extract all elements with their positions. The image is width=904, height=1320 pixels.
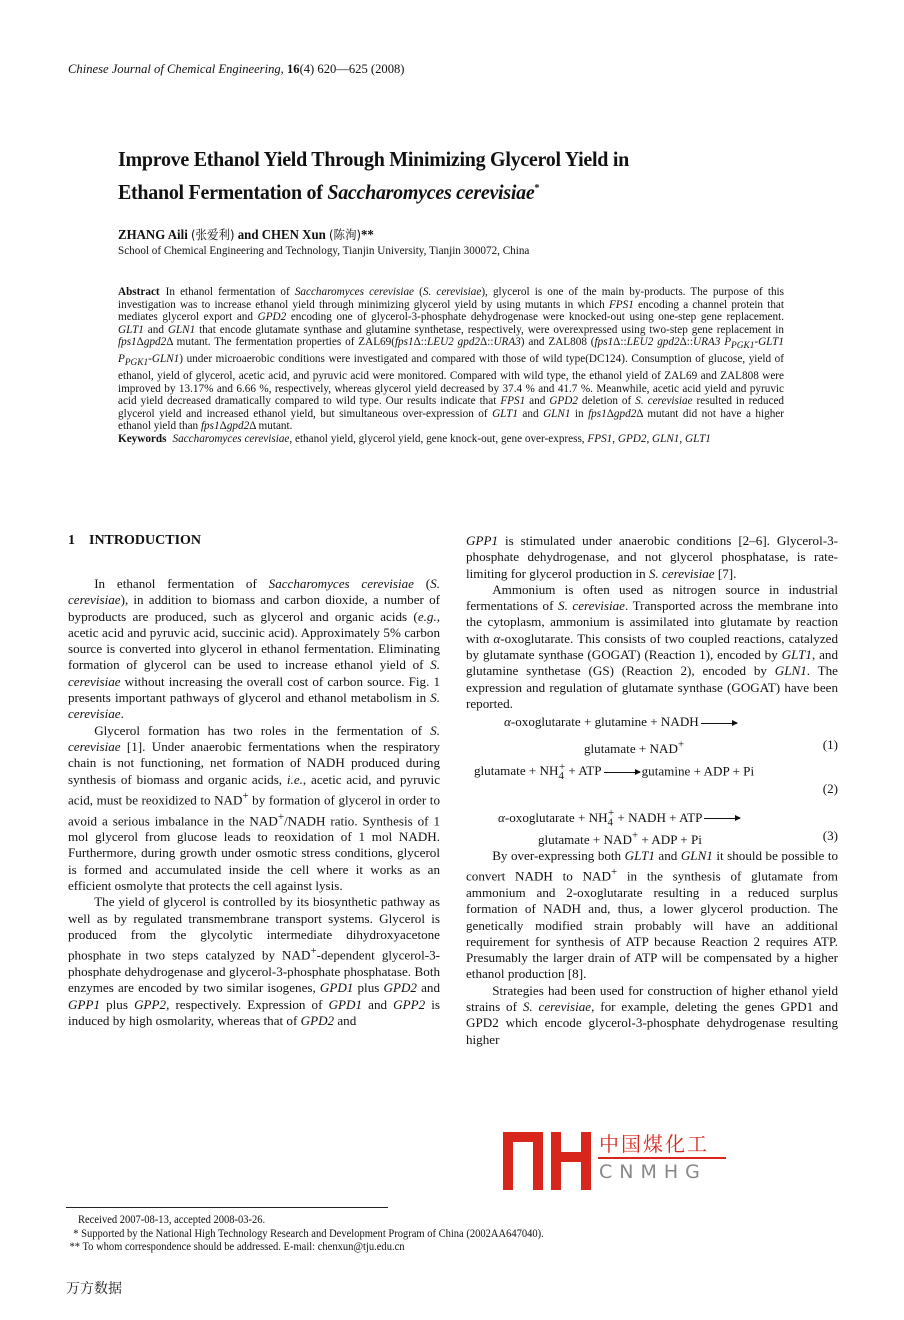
watermark-chinese-text: 中国煤化工 [599, 1132, 709, 1156]
title-line-1: Improve Ethanol Yield Through Minimizing Glycerol Yield in [118, 147, 629, 171]
intro-paragraph-2: Glycerol formation has two roles in the fermentation of S. cerevisiae [1]. Under anaerobic fermentations when the respiratory chain is not functioning, net formation of NADH produced during synthesis of biomass and organic acids, i.e., acetic acid, and pyruvic acid, must be reoxidized to NAD+ by formation of glycerol in order to avoid a serious imbalance in the NAD+/NADH ratio. Synthesis of 1 mol glycerol from glucose leads to reoxidation of 1 mol NADH. Furthermore, during growth under osmotic stress conditions, glycerol is formed and accumulated inside the cell where it works as an efficient osmolyte that protects the cell against lysis. [68, 722, 441, 894]
keywords-label: Keywords [118, 433, 167, 445]
footnote-divider [66, 1207, 388, 1208]
journal-name: Chinese Journal of Chemical Engineering [68, 62, 281, 76]
author-1-chinese: (张爱利) [191, 227, 235, 242]
equation-1-number: (1) [822, 736, 838, 752]
footnote-correspondence: ** To whom correspondence should be addressed. E-mail: chenxun@tju.edu.cn [69, 1241, 405, 1253]
reaction-arrow-icon [604, 772, 640, 773]
equation-3-rhs: glutamate + NAD+ + ADP + Pi [538, 829, 702, 848]
right-paragraph-4: Strategies had been used for construction of higher ethanol yield strains of S. cerevisiae, for example, deleting the genes GPD1 and GPD2 which encode glycerol-3-phosphate dehydrogenase resulting higher [466, 982, 839, 1047]
equation-3-number: (3) [822, 827, 838, 843]
title-footnote-mark: * [534, 182, 540, 194]
right-column [466, 533, 838, 1048]
paper-title [118, 145, 769, 207]
journal-issue-pages: (4) 620—625 (2008) [299, 62, 405, 76]
equation-3 [466, 805, 838, 848]
author-2-mark: ** [360, 228, 374, 243]
title-species: Saccharomyces cerevisiae [327, 180, 535, 205]
reaction-arrow-icon [701, 723, 737, 724]
author-2: CHEN Xun [261, 228, 326, 243]
equation-3-lhs: α-oxoglutarate + $NH_4^+$ + NADH + ATP [498, 807, 703, 829]
watermark-divider [598, 1157, 726, 1159]
cnmhg-watermark-logo [503, 1128, 728, 1190]
abstract-label: Abstract [118, 286, 160, 298]
section-title: INTRODUCTION [89, 533, 202, 548]
equation-1-lhs: α-oxoglutarate + glutamine + NADH [504, 714, 699, 730]
equation-1-rhs: glutamate + NAD+ [584, 738, 685, 756]
running-head: Chinese Journal of Chemical Engineering, 16(4) 620—625 (2008) [68, 62, 405, 76]
keywords-text: Saccharomyces cerevisiae, ethanol yield, glycerol yield, gene knock-out, gene over-express, FPS1, GPD2, GLN1, GLT1 [172, 433, 711, 445]
logo-bar [533, 1132, 543, 1190]
abstract-text: In ethanol fermentation of Saccharomyces cerevisiae (S. cerevisiae), glycerol is one of the main by-products. The purpose of this investigation was to increase ethanol yield through minimizing glycerol yield by using mutants in which FPS1 encoding a channel protein that mediates glycerol export and GPD2 encoding one of glycerol-3-phosphate dehydrogenase were knocked-out using one-step gene replacement. GLT1 and GLN1 that encode glutamate synthase and glutamine synthetase, respectively, were overexpressed using two-step gene replacement in fps1Δgpd2Δ mutant. The fermentation properties of ZAL69(fps1Δ::LEU2 gpd2Δ::URA3) and ZAL808 (fps1Δ::LEU2 gpd2Δ::URA3 $P_{PGK1}-GLT1$ $P_{PGK1}-GLN1$) under microaerobic conditions were investigated and compared with those of wild type(DC124). Consumption of glucose, yield of ethanol, yield of glycerol, acetic acid, and pyruvic acid were monitored. Compared with wild type, the ethanol yield of ZAL69 and ZAL808 were improved by 13.17% and 6.66 %, respectively, whereas glycerol yield decreased by 37.4 % and 41.7 %. Meanwhile, acetic acid yield and pyruvic acid yield decreased dramatically compared to wild type. Our results indicate that FPS1 and GPD2 deletion of S. cerevisiae resulted in reduced glycerol yield and increased ethanol yield, but simultaneous over-expression of GLT1 and GLN1 in fps1Δgpd2Δ mutant did not have a higher ethanol yield than fps1Δgpd2Δ mutant. [118, 286, 785, 433]
logo-bar [581, 1132, 591, 1190]
author-2-chinese: (陈洵) [328, 227, 361, 242]
right-paragraph-2: Ammonium is often used as nitrogen source in industrial fermentations of S. cerevisiae. Transported across the membrane into the cytoplasm, ammonium is assimilated into glutamate by reaction with α-oxoglutarate. This consists of two coupled reactions, catalyzed by glutamate synthase (GOGAT) (Reaction 1), encoded by GLT1, and glutamine synthetase (GS) (Reaction 2), encoded by GLN1. The expression and regulation of glutamate synthase (GOGAT) have been reported. [466, 581, 838, 711]
title-line-2-text: Ethanol Fermentation of [118, 180, 328, 205]
footnote-received: Received 2007-08-13, accepted 2008-03-26. [78, 1214, 266, 1226]
equation-2-rhs: gutamine + ADP + Pi [641, 763, 755, 779]
intro-paragraph-3: The yield of glycerol is controlled by its biosynthetic pathway as well as by regulated transmembrane transport systems. Glycerol is produced from the glycolytic intermediate dihydroxyacetone phosphate in two steps catalyzed by NAD+-dependent glycerol-3-phosphate dehydrogenase and glycerol-3-phosphate phosphatase. Both enzymes are encoded by two similar isogenes, GPD1 plus GPD2 and GPP1 plus GPP2, respectively. Expression of GPD1 and GPP2 is induced by high osmolarity, whereas that of GPD2 and [68, 894, 441, 1028]
equation-1 [466, 714, 838, 756]
equation-2-lhs: glutamate + $NH_4^+$ + ATP [474, 760, 602, 782]
section-heading-introduction [68, 533, 201, 549]
right-paragraph-1: GPP1 is stimulated under anaerobic conditions [2–6]. Glycerol-3-phosphate dehydrogenase, and not glycerol phosphatase, is rate-limiting for glycerol production in S. cerevisiae [7]. [466, 533, 838, 581]
journal-volume: 16 [286, 62, 300, 76]
left-column [68, 576, 440, 1029]
reaction-arrow-icon [704, 818, 740, 819]
source-watermark: 万方数据 [66, 1281, 122, 1297]
equation-2-number: (2) [822, 781, 838, 797]
author-line [118, 225, 374, 244]
watermark-latin-text: CNMHG [599, 1161, 707, 1183]
right-paragraph-3: By over-expressing both GLT1 and GLN1 it should be possible to convert NADH to NAD+ in the synthesis of glutamate from ammonium and 2-oxoglutarate resulting in a reduced surplus formation of NADH and, thus, a lower glycerol production. The genetically modified strain probably will have an additional requirement for synthesis of ATP because Reaction 2 requires ATP. Presumably the larger drain of ATP will be compensated by a higher ethanol production [8]. [466, 848, 839, 982]
abstract-paragraph [118, 286, 784, 433]
affiliation: School of Chemical Engineering and Technology, Tianjin University, Tianjin 300072, China [118, 243, 530, 257]
equation-2 [466, 759, 838, 798]
footnote-support: * Supported by the National High Technology Research and Development Program of China (2002AA647040). [73, 1227, 544, 1240]
keywords-paragraph [118, 433, 784, 446]
author-1: ZHANG Aili [118, 228, 188, 243]
section-number: 1 [68, 533, 75, 548]
intro-paragraph-1: In ethanol fermentation of Saccharomyces cerevisiae (S. cerevisiae), in addition to biomass and carbon dioxide, a number of byproducts are produced, such as glycerol and organic acids (e.g., acetic acid and pyruvic acid, succinic acid). Approximately 5% carbon source is converted into glycerol in ethanol fermentation. Eliminating formation of glycerol can be used to increase ethanol yield of S. cerevisiae without increasing the overall cost of carbon source. Fig. 1 presents important pathways of glycerol and ethanol metabolism in S. cerevisiae. [68, 576, 440, 722]
title-line-2 [118, 174, 769, 207]
author-conjunction: and [237, 228, 259, 243]
footnotes [69, 1214, 544, 1255]
abstract-block [118, 286, 784, 446]
